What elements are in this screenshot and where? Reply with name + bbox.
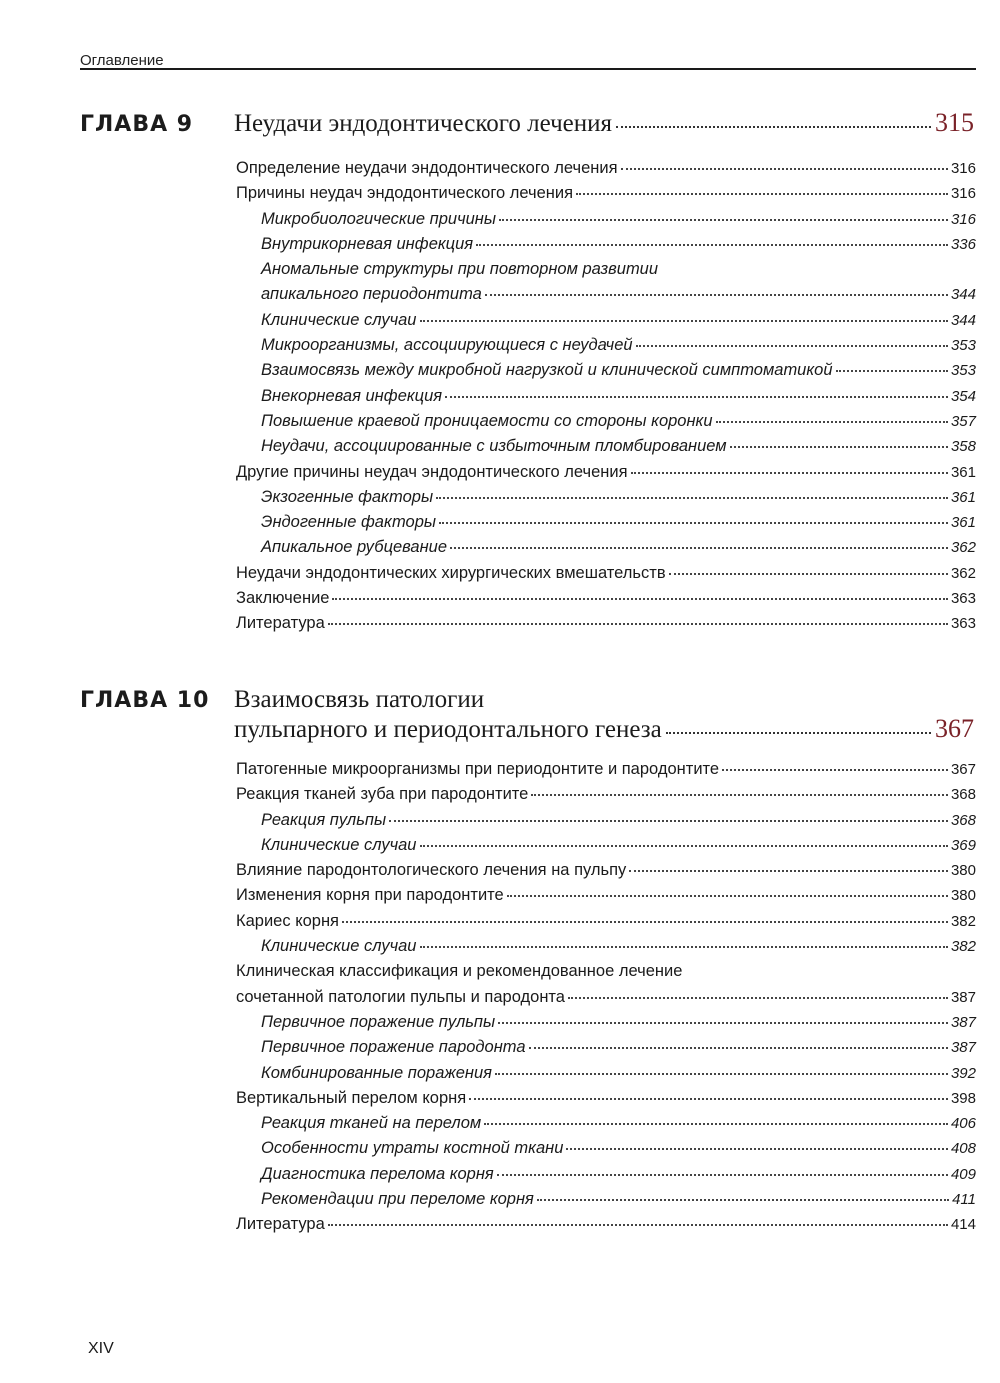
- toc-entry-title: Комбинированные поражения: [261, 1063, 492, 1082]
- dot-leader: [445, 396, 948, 398]
- toc-entry[interactable]: [236, 962, 976, 987]
- dot-leader: [636, 345, 948, 347]
- toc-entry-page: 353: [950, 362, 976, 380]
- toc-entry-page: 344: [950, 311, 976, 329]
- toc-subentry[interactable]: [236, 210, 976, 235]
- toc-entry[interactable]: [236, 760, 976, 785]
- chapter-9-page: 315: [935, 108, 974, 137]
- toc-entry-title: Неудачи, ассоциированные с избыточным пломбированием: [261, 437, 727, 456]
- toc-entry[interactable]: [236, 614, 976, 639]
- toc-entry-page: 336: [950, 235, 976, 253]
- toc-subentry[interactable]: [236, 1064, 976, 1089]
- toc-entry-title: Первичное поражение пульпы: [261, 1012, 496, 1031]
- dot-leader: [342, 921, 948, 923]
- dot-leader: [484, 1123, 948, 1125]
- dot-leader: [389, 820, 948, 822]
- toc-entry-page: 398: [950, 1089, 976, 1107]
- toc-entry-page: 367: [950, 761, 976, 778]
- toc-entry-page: 361: [950, 514, 976, 532]
- dot-leader: [498, 1022, 948, 1024]
- toc-entry-title: Клиническая классификация и рекомендованное лечение: [236, 962, 683, 981]
- toc-entry-title: Эндогенные факторы: [261, 513, 437, 532]
- dot-leader: [420, 946, 948, 948]
- toc-entry-page: 380: [950, 862, 976, 880]
- toc-entry-title: Литература: [236, 1215, 325, 1234]
- dot-leader: [616, 126, 931, 128]
- dot-leader: [476, 244, 948, 246]
- toc-entry-title: апикального периодонтита: [261, 285, 482, 304]
- dot-leader: [439, 522, 948, 524]
- toc-subentry[interactable]: [236, 260, 976, 285]
- toc-entry-page: 369: [950, 836, 976, 854]
- toc-entry-title: сочетанной патологии пульпы и пародонта: [236, 987, 565, 1006]
- dot-leader: [631, 472, 948, 474]
- toc-entry[interactable]: [236, 564, 976, 589]
- dot-leader: [332, 598, 948, 600]
- chapter-9-title-line: Неудачи эндодонтического лечения: [234, 110, 613, 137]
- footer-page-number: XIV: [88, 1340, 114, 1357]
- toc-entry-page: 380: [950, 887, 976, 905]
- toc-subentry[interactable]: [236, 811, 976, 836]
- toc-entry-title: Клинические случаи: [261, 937, 417, 956]
- toc-subentry[interactable]: [236, 488, 976, 513]
- toc-entry-page: 361: [950, 488, 976, 506]
- toc-entry[interactable]: [236, 463, 976, 488]
- dot-leader: [730, 446, 948, 448]
- dot-leader: [836, 370, 948, 372]
- toc-subentry[interactable]: [236, 285, 976, 310]
- toc-entry-title: Реакция тканей на перелом: [261, 1114, 482, 1133]
- toc-entry-page: 316: [950, 210, 976, 228]
- toc-entry-page: 357: [950, 412, 976, 430]
- toc-subentry[interactable]: [236, 412, 976, 437]
- toc-entry-page: 368: [950, 811, 976, 829]
- dot-leader: [328, 1224, 948, 1226]
- dot-leader: [497, 1174, 948, 1176]
- toc-entry-page: 411: [952, 1191, 976, 1209]
- toc-entry-page: 363: [950, 615, 976, 633]
- dot-leader: [495, 1073, 948, 1075]
- toc-entry-page: 406: [950, 1115, 976, 1133]
- toc-entry-title: Влияние пародонтологического лечения на пульпу: [236, 861, 627, 880]
- toc-entry-title: Реакция тканей зуба при пародонтите: [236, 785, 529, 804]
- toc-subentry[interactable]: [236, 361, 976, 386]
- toc-entry-title: Литература: [236, 614, 325, 633]
- chapter-10-page: 367: [935, 714, 974, 743]
- toc-entry-page: 362: [950, 539, 976, 557]
- dot-leader: [450, 547, 948, 549]
- toc-entry-page: 358: [950, 438, 976, 456]
- toc-entry-title: Определение неудачи эндодонтического лечения: [236, 159, 618, 177]
- toc-subentry[interactable]: [236, 311, 976, 336]
- dot-leader: [531, 794, 948, 796]
- toc-entry-page: 361: [950, 463, 976, 481]
- toc-entry-page: 382: [950, 938, 976, 956]
- dot-leader: [485, 294, 948, 296]
- dot-leader: [499, 219, 948, 221]
- chapter-9-label: ГЛАВА 9: [80, 112, 194, 137]
- toc-subentry[interactable]: [236, 387, 976, 412]
- toc-entry-page: 409: [950, 1165, 976, 1183]
- chapter-9-title[interactable]: [234, 108, 974, 138]
- chapter-10-title[interactable]: [234, 685, 974, 744]
- chapter-9-toc: [236, 159, 976, 640]
- toc-entry-title: Внутрикорневая инфекция: [261, 234, 474, 253]
- dot-leader: [716, 421, 948, 423]
- dot-leader: [669, 573, 948, 575]
- toc-entry[interactable]: [236, 912, 976, 937]
- dot-leader: [436, 497, 948, 499]
- dot-leader: [420, 845, 948, 847]
- toc-subentry[interactable]: [236, 1038, 976, 1063]
- toc-entry-page: 387: [950, 1039, 976, 1057]
- toc-entry-title: Микроорганизмы, ассоциирующиеся с неудачей: [261, 336, 633, 355]
- dot-leader: [420, 320, 948, 322]
- toc-entry-title: Аномальные структуры при повторном развитии: [261, 260, 659, 279]
- toc-subentry[interactable]: [236, 1013, 976, 1038]
- dot-leader: [469, 1098, 948, 1100]
- toc-entry-page: 387: [950, 1013, 976, 1031]
- dot-leader: [666, 732, 931, 734]
- toc-entry-title: Причины неудач эндодонтического лечения: [236, 184, 574, 203]
- toc-entry-title: Реакция пульпы: [261, 810, 387, 829]
- toc-entry-title: Взаимосвязь между микробной нагрузкой и клинической симптоматикой: [261, 361, 833, 380]
- dot-leader: [576, 193, 948, 195]
- toc-subentry[interactable]: [236, 1139, 976, 1164]
- toc-subentry[interactable]: [236, 437, 976, 462]
- toc-entry-title: Кариес корня: [236, 911, 339, 930]
- toc-entry-page: 354: [950, 387, 976, 405]
- toc-entry-title: Рекомендации при переломе корня: [261, 1190, 534, 1209]
- dot-leader: [537, 1199, 949, 1201]
- toc-entry-title: Изменения корня при пародонтите: [236, 886, 504, 905]
- toc-entry[interactable]: [236, 589, 976, 614]
- toc-entry[interactable]: [236, 184, 976, 209]
- toc-entry-title: Повышение краевой проницаемости со стороны коронки: [261, 411, 713, 430]
- toc-entry-title: Заключение: [236, 589, 330, 608]
- toc-entry-title: Микробиологические причины: [261, 209, 497, 228]
- toc-entry-title: Первичное поражение пародонта: [261, 1038, 526, 1057]
- toc-entry-title: Экзогенные факторы: [261, 487, 434, 506]
- toc-entry-page: 414: [950, 1216, 976, 1234]
- chapter-10-toc: [236, 760, 976, 1241]
- toc-subentry[interactable]: [236, 937, 976, 962]
- toc-entry-title: Вертикальный перелом корня: [236, 1088, 467, 1107]
- toc-entry-title: Клинические случаи: [261, 310, 417, 329]
- toc-entry[interactable]: [236, 861, 976, 886]
- toc-subentry[interactable]: [236, 1165, 976, 1190]
- chapter-10-title-line-1: Взаимосвязь патологии: [234, 686, 485, 713]
- toc-entry-title: Особенности утраты костной ткани: [261, 1139, 564, 1158]
- toc-entry-title: Неудачи эндодонтических хирургических вмешательств: [236, 563, 666, 582]
- dot-leader: [328, 623, 948, 625]
- toc-entry[interactable]: [236, 988, 976, 1013]
- chapter-10-label: ГЛАВА 10: [80, 688, 210, 713]
- toc-entry-page: 353: [950, 337, 976, 355]
- toc-entry-page: 344: [950, 286, 976, 304]
- toc-entry[interactable]: [236, 886, 976, 911]
- dot-leader: [621, 168, 948, 170]
- toc-entry-page: 362: [950, 564, 976, 582]
- toc-entry[interactable]: [236, 1215, 976, 1240]
- dot-leader: [629, 870, 948, 872]
- toc-entry[interactable]: [236, 785, 976, 810]
- toc-entry-title: Клинические случаи: [261, 835, 417, 854]
- toc-entry[interactable]: [236, 159, 976, 184]
- dot-leader: [507, 895, 948, 897]
- toc-entry-page: 387: [950, 988, 976, 1006]
- toc-entry-title: Апикальное рубцевание: [261, 538, 448, 557]
- toc-entry-page: 316: [950, 160, 976, 177]
- toc-entry-title: Патогенные микроорганизмы при периодонтите и пародонтите: [236, 760, 720, 778]
- toc-entry-page: 392: [950, 1064, 976, 1082]
- dot-leader: [722, 769, 948, 771]
- toc-subentry[interactable]: [236, 836, 976, 861]
- header-rule: [80, 68, 976, 70]
- dot-leader: [529, 1047, 948, 1049]
- toc-subentry[interactable]: [236, 235, 976, 260]
- toc-entry-title: Диагностика перелома корня: [261, 1164, 494, 1183]
- toc-entry-title: Внекорневая инфекция: [261, 386, 443, 405]
- toc-subentry[interactable]: [236, 1114, 976, 1139]
- toc-subentry[interactable]: [236, 1190, 976, 1215]
- toc-entry-page: 408: [950, 1140, 976, 1158]
- toc-entry-page: 316: [950, 185, 976, 203]
- dot-leader: [566, 1148, 948, 1150]
- toc-subentry[interactable]: [236, 513, 976, 538]
- dot-leader: [568, 997, 948, 999]
- toc-entry[interactable]: [236, 1089, 976, 1114]
- toc-entry-title: Другие причины неудач эндодонтического лечения: [236, 462, 628, 481]
- header-section-title: Оглавление: [80, 52, 164, 69]
- toc-entry-page: 363: [950, 590, 976, 608]
- toc-subentry[interactable]: [236, 336, 976, 361]
- chapter-10-title-line-2: пульпарного и периодонтального генеза: [234, 716, 662, 743]
- toc-entry-page: 368: [950, 786, 976, 804]
- toc-entry-page: 382: [950, 912, 976, 930]
- toc-subentry[interactable]: [236, 538, 976, 563]
